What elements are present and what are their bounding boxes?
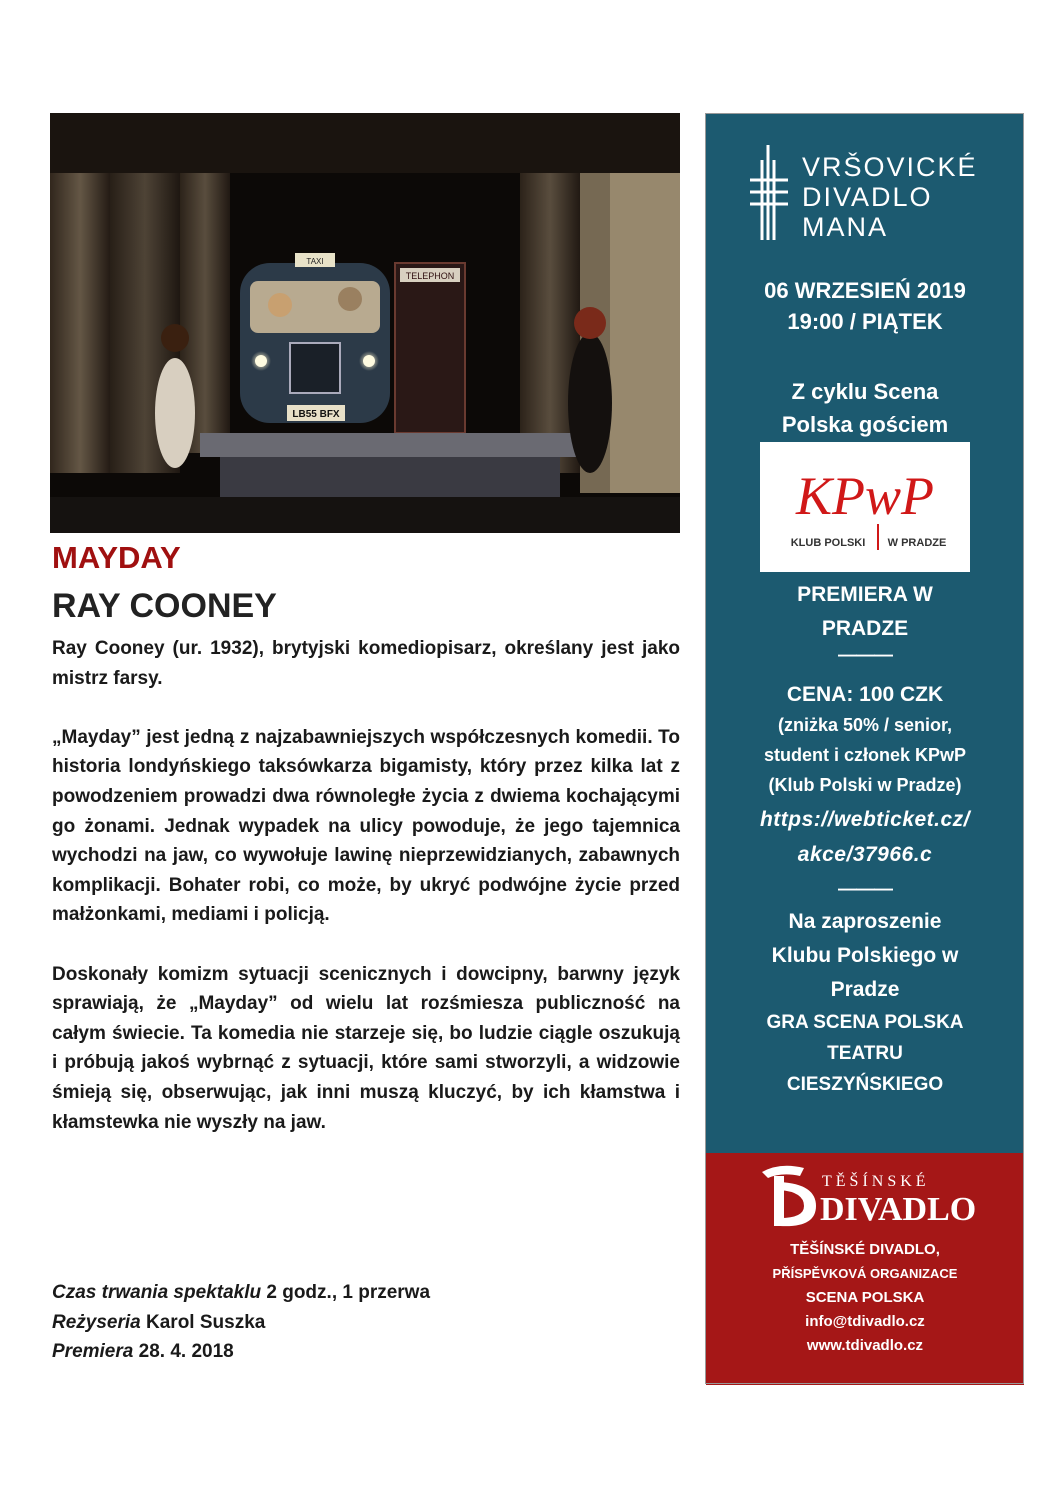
organizer-org: PŘÍSPĚVKOVÁ ORGANIZACE <box>772 1266 958 1281</box>
taxi-plate: LB55 BFX <box>292 409 340 420</box>
event-date: 06 WRZESIEŃ 2019 <box>764 278 966 303</box>
cycle-line: Z cyklu Scena <box>791 379 939 404</box>
tesinske-divadlo-logo <box>760 1162 980 1232</box>
venue-logo-line: MANA <box>802 212 889 242</box>
invitation <box>706 905 1024 1100</box>
discount-line: (Klub Polski w Pradze) <box>768 775 962 795</box>
author-name: RAY COONEY <box>52 587 277 625</box>
premiere-info <box>706 578 1024 666</box>
kpwp-caption-left: KLUB POLSKI <box>790 537 866 549</box>
cycle-info <box>706 375 1024 441</box>
ticket-link[interactable] <box>706 802 1024 872</box>
ticket-link-line[interactable]: https://webticket.cz/ <box>759 808 971 831</box>
kpwp-caption-right: W PRADZE <box>887 537 947 549</box>
kpwp-logo-text: KPwP <box>795 466 935 526</box>
invite-line: CIESZYŃSKIEGO <box>786 1074 944 1095</box>
invite-line: Pradze <box>830 978 900 1001</box>
venue-logo-line: DIVADLO <box>802 182 933 212</box>
organizer-email[interactable]: info@tdivadlo.cz <box>805 1313 925 1330</box>
divider: ——— <box>838 879 892 900</box>
credit-duration <box>52 1278 430 1308</box>
price: CENA: 100 CZK <box>786 683 944 706</box>
invite-line: Klubu Polskiego w <box>771 944 959 967</box>
credit-label: Premiera <box>52 1341 134 1363</box>
event-time-day: 19:00 / PIĄTEK <box>787 309 943 334</box>
td-logo-top: TĚŠÍNSKÉ <box>822 1173 930 1190</box>
stage-photo <box>50 113 680 533</box>
kpwp-logo <box>760 442 970 572</box>
event-date-block <box>706 275 1024 337</box>
taxi-sign: TAXI <box>306 257 324 266</box>
discount-line: student i członek KPwP <box>763 745 967 765</box>
credit-premiere <box>52 1337 430 1367</box>
description <box>52 634 680 1167</box>
td-logo-main: DIVADLO <box>820 1191 977 1228</box>
credit-value: 28. 4. 2018 <box>133 1341 234 1363</box>
credit-value: Karol Suszka <box>140 1311 266 1333</box>
ticket-link-line[interactable]: akce/37966.c <box>797 843 933 866</box>
organizer-name: TĚŠÍNSKÉ DIVADLO, <box>790 1241 940 1258</box>
credit-value: 2 godz., 1 przerwa <box>261 1282 431 1303</box>
invite-line: Na zaproszenie <box>788 910 942 933</box>
cycle-line: Polska gościem <box>781 412 949 437</box>
paragraph: Ray Cooney (ur. 1932), brytyjski komediopisarz, określany jest jako mistrz farsy. <box>52 638 680 689</box>
paragraph: „Mayday” jest jedną z najzabawniejszych współczesnych komedii. To historia londyńskiego taksówkarza bigamisty, który przez kilka lat z powodzeniem prowadzi dwa równoległe życia z dwiema kochającymi go żonami. Jednak wypadek na ulicy powoduje, że jego tajemnica wychodzi na jaw, co wywołuje lawinę nieprzewidzianych, zabawnych komplikacji. Bohater robi, co może, by ukryć podwójne życie przed małżonkami, mediami i policją. <box>52 726 680 926</box>
play-title: MAYDAY <box>52 540 181 575</box>
phone-box-sign: TELEPHON <box>405 271 455 281</box>
credit-director <box>52 1308 430 1338</box>
venue-logo-line: VRŠOVICKÉ <box>802 152 978 182</box>
paragraph: Doskonały komizm sytuacji scenicznych i dowcipny, barwny język sprawiają, że „Mayday” od wielu lat rozśmiesza publiczność na całym świecie. Ta komedia nie starzeje się, bo ludzie ciągle oszukują i próbują jakoś wybrnąć z sytuacji, które sami stworzyli, a widzowie śmieją się, obserwując, jak inni muszą kluczyć, by ich kłamstwa i kłamstewka nie wyszły na jaw. <box>52 963 680 1133</box>
vrsovicke-divadlo-logo <box>740 140 1000 250</box>
stage-photo-illustration <box>50 113 680 533</box>
discount-line: (zniżka 50% / senior, <box>777 715 953 735</box>
premiere-line: PRADZE <box>821 617 909 640</box>
credit-label: Czas trwania spektaklu <box>52 1282 262 1303</box>
invite-line: GRA SCENA POLSKA <box>766 1012 964 1033</box>
premiere-line: PREMIERA W <box>797 583 933 606</box>
organizer-info <box>706 1238 1024 1358</box>
invite-line: TEATRU <box>827 1043 903 1064</box>
kpwp-logo-mark <box>760 442 970 572</box>
credit-label: Reżyseria <box>52 1311 141 1333</box>
divider: ——— <box>838 645 892 666</box>
price-info <box>706 680 1024 800</box>
credits <box>52 1278 430 1367</box>
organizer-scene: SCENA POLSKA <box>805 1289 925 1306</box>
organizer-web[interactable]: www.tdivadlo.cz <box>806 1337 924 1354</box>
